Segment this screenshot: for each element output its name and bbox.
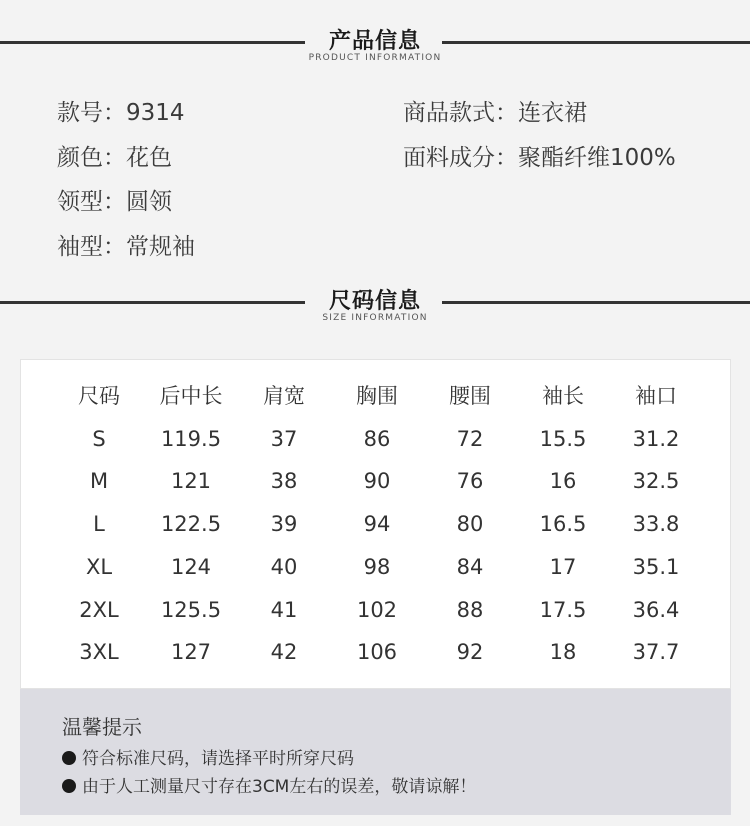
product-info-header — [0, 22, 750, 62]
size-table-row — [21, 590, 732, 630]
size-table-cell: 88 — [456, 597, 484, 622]
size-table-row — [21, 632, 732, 672]
tips-panel — [20, 689, 731, 815]
product-info-subtitle: PRODUCT INFORMATION — [308, 53, 442, 63]
size-table-cell: 94 — [363, 512, 391, 537]
size-table-cell: 39 — [270, 512, 298, 537]
size-table-header-cell: 尺码 — [78, 384, 120, 408]
size-table-cell: 80 — [456, 512, 484, 537]
size-table-cell: L — [93, 512, 105, 537]
product-info-title: 产品信息 — [328, 29, 421, 54]
size-table-cell: 37 — [270, 426, 298, 451]
tips-title: 温馨提示 — [62, 715, 142, 739]
size-table-cell: 31.2 — [632, 426, 680, 451]
size-table-header-cell: 后中长 — [159, 384, 223, 408]
size-table-row — [21, 504, 732, 544]
size-table-cell: 106 — [356, 640, 398, 665]
size-table-cell: 37.7 — [632, 640, 680, 665]
size-table-cell: 121 — [170, 469, 212, 494]
size-table-cell: M — [89, 469, 109, 494]
info-label: 领型： — [57, 189, 126, 215]
info-item-style-number — [57, 94, 185, 127]
size-table-header-cell: 腰围 — [449, 384, 491, 408]
bullet-icon — [62, 779, 76, 793]
size-table-cell: 41 — [270, 597, 298, 622]
info-value: 9314 — [126, 100, 185, 126]
size-table-cell: 17 — [549, 554, 577, 579]
size-table-cell: 92 — [456, 640, 484, 665]
size-table-cell: 125.5 — [160, 597, 222, 622]
info-item-collar — [57, 183, 172, 216]
size-table-cell: 42 — [270, 640, 298, 665]
info-label: 面料成分： — [403, 145, 518, 171]
size-table-row — [21, 419, 732, 459]
size-table-cell: 119.5 — [160, 426, 222, 451]
size-table-cell: 38 — [270, 469, 298, 494]
size-table-cell: 16 — [549, 469, 577, 494]
size-table-header-row — [21, 376, 732, 416]
info-value: 花色 — [126, 145, 172, 171]
size-info-title: 尺码信息 — [328, 289, 421, 314]
tip-text: 由于人工测量尺寸存在3CM左右的误差，敬请谅解！ — [82, 777, 477, 797]
size-info-header — [0, 282, 750, 322]
info-value: 连衣裙 — [518, 100, 587, 126]
size-table-cell: 86 — [363, 426, 391, 451]
size-table-cell: 18 — [549, 640, 577, 665]
info-label: 商品款式： — [403, 100, 518, 126]
size-table-cell: 16.5 — [539, 512, 587, 537]
info-item-product-type — [403, 94, 587, 127]
size-info-subtitle: SIZE INFORMATION — [322, 313, 428, 323]
size-table-row — [21, 461, 732, 501]
size-table-cell: S — [92, 426, 106, 451]
size-table-cell: 76 — [456, 469, 484, 494]
info-value: 聚酯纤维100% — [518, 145, 676, 171]
size-table-cell: 122.5 — [160, 512, 222, 537]
size-table-panel — [20, 359, 731, 689]
tip-item — [62, 772, 476, 797]
tip-text: 符合标准尺码，请选择平时所穿尺码 — [82, 749, 354, 769]
size-table-header-cell: 胸围 — [356, 384, 398, 408]
size-table-cell: 124 — [170, 554, 212, 579]
info-label: 款号： — [57, 100, 126, 126]
info-item-fabric — [403, 139, 676, 172]
size-table-cell: 102 — [356, 597, 398, 622]
size-table-cell: 32.5 — [632, 469, 680, 494]
size-table-row — [21, 547, 732, 587]
size-table-cell: 98 — [363, 554, 391, 579]
size-table-header-cell: 袖长 — [542, 384, 584, 408]
bullet-icon — [62, 751, 76, 765]
info-value: 圆领 — [126, 189, 172, 215]
size-table-cell: 40 — [270, 554, 298, 579]
size-table-cell: 36.4 — [632, 597, 680, 622]
size-table-cell: 2XL — [79, 597, 119, 622]
size-table-cell: XL — [85, 554, 113, 579]
info-value: 常规袖 — [126, 234, 195, 260]
size-table-cell: 127 — [170, 640, 212, 665]
info-label: 颜色： — [57, 145, 126, 171]
size-table-cell: 84 — [456, 554, 484, 579]
size-table-cell: 33.8 — [632, 512, 680, 537]
size-table-cell: 90 — [363, 469, 391, 494]
size-table-cell: 72 — [456, 426, 484, 451]
size-table-cell: 3XL — [79, 640, 119, 665]
info-item-color — [57, 139, 172, 172]
info-item-sleeve — [57, 228, 195, 261]
info-label: 袖型： — [57, 234, 126, 260]
size-table-header-cell: 袖口 — [635, 384, 677, 408]
size-table-header-cell: 肩宽 — [263, 384, 305, 408]
size-table-cell: 17.5 — [539, 597, 587, 622]
tip-item — [62, 744, 354, 769]
size-table-cell: 35.1 — [632, 554, 680, 579]
size-table-cell: 15.5 — [539, 426, 587, 451]
